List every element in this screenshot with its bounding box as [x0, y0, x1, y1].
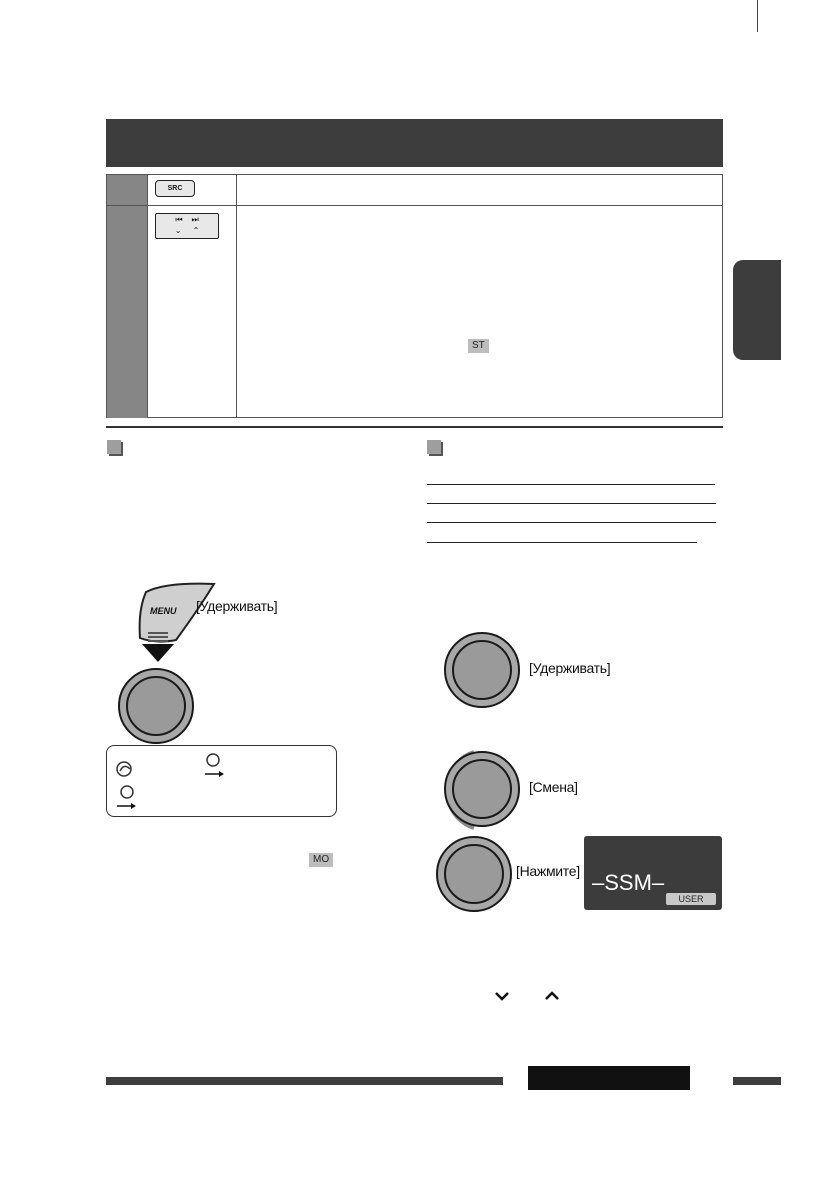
- hand-rotate-icon: [115, 760, 137, 778]
- footer-bar-left: [106, 1077, 503, 1085]
- menu-button-label: MENU: [150, 606, 177, 616]
- text-rule: [427, 484, 715, 485]
- chevron-down-icon: ⌄: [174, 226, 182, 235]
- crop-line: [757, 0, 758, 32]
- text-rule: [427, 503, 716, 504]
- step-number-cell: [107, 206, 147, 418]
- skip-back-icon: ⏮: [175, 215, 183, 224]
- section-marker-left: [107, 440, 121, 454]
- title-bar: [106, 119, 723, 167]
- press-down-arrow-icon: [140, 632, 176, 666]
- footer-bar-right: [733, 1077, 781, 1085]
- display-ssm-text: –SSM–: [592, 870, 665, 895]
- text-rule: [427, 542, 697, 543]
- control-dial-center: [444, 844, 504, 904]
- control-dial-center: [452, 640, 512, 700]
- step-number-cell: [107, 175, 147, 205]
- user-badge: USER: [666, 893, 716, 905]
- chevron-up-icon: [544, 990, 560, 1002]
- section-marker-right: [427, 440, 441, 454]
- skip-forward-icon: ⏭: [191, 215, 199, 224]
- steps-table: [106, 174, 723, 418]
- hand-rotate-right-icon: [115, 784, 139, 810]
- chevron-down-icon: [494, 990, 510, 1002]
- hold-label-right: [Удерживать]: [529, 660, 611, 676]
- mono-tag: MO: [309, 853, 333, 867]
- info-box: [106, 745, 337, 817]
- press-label: [Нажмите]: [516, 863, 580, 879]
- section-divider: [106, 426, 723, 428]
- control-dial-center: [126, 676, 186, 736]
- chevron-up-icon: ⌃: [192, 226, 200, 235]
- hand-rotate-right-icon: [201, 752, 225, 778]
- control-dial-center: [452, 759, 512, 819]
- stereo-tag: ST: [468, 339, 489, 353]
- radio-display: [584, 836, 722, 910]
- language-side-tab: [733, 260, 781, 360]
- hold-label-left: [Удерживать]: [196, 598, 278, 614]
- src-button: SRC: [155, 180, 195, 197]
- change-label: [Смена]: [529, 779, 578, 795]
- footer-label-box: [528, 1066, 690, 1090]
- tune-buttons: [155, 213, 219, 239]
- text-rule: [427, 522, 716, 523]
